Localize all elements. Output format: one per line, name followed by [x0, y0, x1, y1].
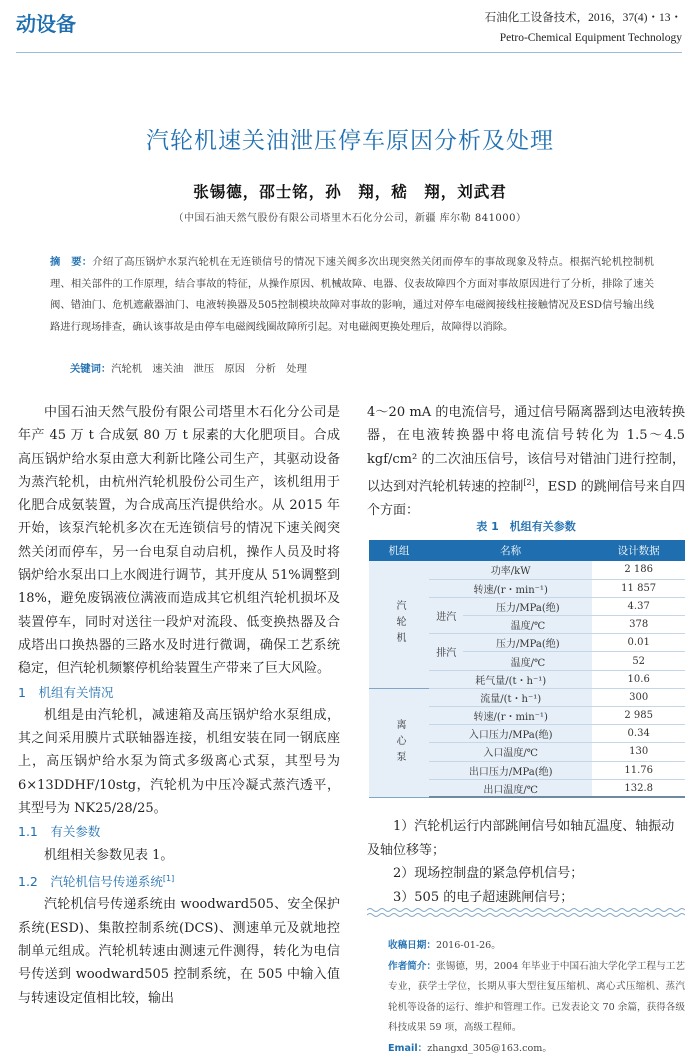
table-cell: 压力/MPa(绝) [463, 634, 592, 652]
article-title: 汽轮机速关油泄压停车原因分析及处理 [146, 128, 554, 154]
trip-signal-list [367, 815, 685, 909]
header-rule [16, 52, 682, 53]
journal-cn: 石油化工设备技术，2016，37(4)・13・ [484, 12, 682, 24]
table-cell: 2 186 [592, 561, 685, 579]
keywords-text: 汽轮机 速关油 泄压 原因 分析 处理 [111, 363, 307, 375]
citation-2: [2] [523, 477, 535, 487]
table-header-cell: 设计数据 [592, 540, 685, 561]
abstract-text: 介绍了高压锅炉水泵汽轮机在无连锁信号的情况下速关阀多次出现突然关闭而停车的事故现象及特点。根据汽轮机控制机理、相关部件的工作原理，结合事故的特征，从操作原因、机械故障、电器、仪表故障四个方面对事故原因进行了分析，排除了速关阀、错油门、危机遮蔽器油门、电液转换器及505控制模块故障对事故的影响，通过对停车电磁阀接线柱接触情况及ESD信号输出线路进行现场排查，确认该事故是由停车电磁阀线圈故障所引起。对电磁阀更换处理后，故障得以消除。 [50, 256, 655, 333]
section-1-2-text: 汽轮机信号传递系统由 woodward505、安全保护系统(ESD)、集散控制系统(DCS)、测速单元及就地控制单元组成。汽轮机转速由测速元件测得，转化为电信号传送到 woodward505 控制系统，在 505 中输入值与转速设定值相比较，输出 [18, 897, 340, 1006]
table-cell: 入口压力/MPa(绝) [429, 725, 592, 743]
table-header-cell: 名称 [429, 540, 592, 561]
citation-1: [1] [162, 873, 175, 883]
journal-header [485, 8, 682, 48]
email-label: Email： [388, 1042, 428, 1054]
table-cell: 转速/(r・min⁻¹) [429, 579, 592, 597]
parameters-table [369, 540, 685, 798]
received-label: 收稿日期： [388, 940, 436, 951]
wavy-divider [367, 906, 685, 920]
table-cell: 温度/℃ [463, 652, 592, 670]
table-cell: 52 [592, 652, 685, 670]
table-header-row [369, 540, 685, 561]
section-1-1-text: 机组相关参数见表 1。 [44, 847, 174, 863]
keywords [70, 360, 307, 375]
section-1-heading: 1 机组有关情况 [18, 684, 114, 700]
left-column [18, 401, 340, 1010]
authors: 张锡德，邵士铭，孙 翔，嵇 翔，刘武君 [193, 182, 507, 201]
list-item: 3）505 的电子超速跳闸信号； [393, 889, 574, 905]
table-cell: 压力/MPa(绝) [463, 597, 592, 615]
subgroup-exhaust: 排汽 [429, 634, 463, 670]
table-cell: 300 [592, 688, 685, 706]
table-row [369, 688, 685, 706]
keywords-label: 关键词： [70, 363, 112, 375]
table-cell: 11.76 [592, 761, 685, 779]
journal-en: Petro-Chemical Equipment Technology [499, 32, 682, 44]
table-cell: 130 [592, 743, 685, 761]
table-cell: 378 [592, 616, 685, 634]
group-turbine: 汽轮机 [369, 561, 429, 688]
footnote [388, 936, 685, 1059]
table-cell: 流量/(t・h⁻¹) [429, 688, 592, 706]
table-cell: 132.8 [592, 779, 685, 797]
continued-text: 4～20 mA 的电流信号，通过信号隔离器到达电液转换器，在电液转换器中将电流信号转化为 1.5～4.5 kgf/cm² 的二次油压信号，该信号对错油门进行控制，以达到对汽轮机转速的控制 [367, 405, 685, 495]
table-cell: 2 985 [592, 707, 685, 725]
continued-paragraph [367, 401, 685, 522]
table-row [369, 561, 685, 579]
continued-text-end: ，ESD 的跳闸信号来自四个方面： [367, 479, 685, 518]
table-cell: 11 857 [592, 579, 685, 597]
table-cell: 出口温度/℃ [429, 779, 592, 797]
table-cell: 功率/kW [429, 561, 592, 579]
section-tag: 动设备 [16, 12, 76, 36]
section-1-2-heading [18, 867, 340, 893]
table-cell: 0.34 [592, 725, 685, 743]
section-1-2-title: 1.2 汽轮机信号传递系统 [18, 874, 163, 890]
right-column [367, 401, 685, 522]
table-cell: 出口压力/MPa(绝) [429, 761, 592, 779]
author-bio-label: 作者简介： [388, 960, 437, 972]
subgroup-intake: 进汽 [429, 597, 463, 633]
list-item: 1）汽轮机运行内部跳闸信号如轴瓦温度、轴振动及轴位移等； [367, 819, 675, 858]
intro-paragraph: 中国石油天然气股份有限公司塔里木石化分公司是年产 45 万 t 合成氨 80 万 t 尿素的大化肥项目。合成高压锅炉给水泵由意大利新比隆公司生产，其驱动设备为蒸汽轮机，由杭州汽轮机股份公司生产，该机组用于化肥合成氨装置，为合成高压汽提供给水。从 2015 年开始，该泵汽轮机多次在无连锁信号的情况下速关阀突然关闭而停车，另一台电泵自动启机，操作人员及时将锅炉给水泵出口上水阀进行调节，其开度从 51%调整到 18%，避免废锅液位满液而造成其它机组汽轮机损坏及装置停车，同时对送往一段炉对流段、低变换热器及合成塔出口换热器的三路水及时进行微调，确保工艺系统稳定，但汽轮机频繁停机给装置生产带来了巨大风险。 [18, 405, 340, 677]
abstract [50, 252, 654, 338]
table-cell: 0.01 [592, 634, 685, 652]
affiliation: （中国石油天然气股份有限公司塔里木石化分公司，新疆 库尔勒 841000） [173, 213, 527, 224]
author-bio-text: 张锡德，男，2004 年毕业于中国石油大学化学工程与工艺专业，获学士学位，长期从事大型往复压缩机、离心式压缩机、蒸汽轮机等设备的运行、维护和管理工作。已发表论文 70 余篇，获得各级科技成果 59 项，高级工程师。 [388, 960, 686, 1033]
table-title: 表 1 机组有关参数 [476, 520, 576, 533]
table-cell: 入口温度/℃ [429, 743, 592, 761]
received-value: 2016-01-26。 [435, 940, 501, 951]
section-1-1-heading: 1.1 有关参数 [18, 824, 101, 840]
author-bio [388, 957, 685, 1039]
table-cell: 10.6 [592, 670, 685, 688]
section-1-text: 机组是由汽轮机，减速箱及高压锅炉给水泵组成，其之间采用膜片式联轴器连接，机组安装在同一钢底座上，高压锅炉给水泵为筒式多级离心式泵，其型号为 6×13DDHF/10stg，汽轮机为中压冷凝式蒸汽透平，其型号为 NK25/28/25。 [18, 707, 340, 817]
table-cell: 温度/℃ [463, 616, 592, 634]
table-header-cell: 机组 [369, 540, 429, 561]
received-date [388, 936, 685, 957]
list-item: 2）现场控制盘的紧急停机信号； [393, 866, 584, 881]
table-cell: 耗气量/(t・h⁻¹) [429, 670, 592, 688]
group-pump: 离心泵 [369, 688, 429, 797]
abstract-label: 摘 要： [50, 256, 93, 268]
table-cell: 4.37 [592, 597, 685, 615]
table-cell: 转速/(r・min⁻¹) [429, 707, 592, 725]
email-line [388, 1039, 685, 1060]
email-value[interactable]: zhangxd_305@163.com。 [427, 1042, 552, 1054]
